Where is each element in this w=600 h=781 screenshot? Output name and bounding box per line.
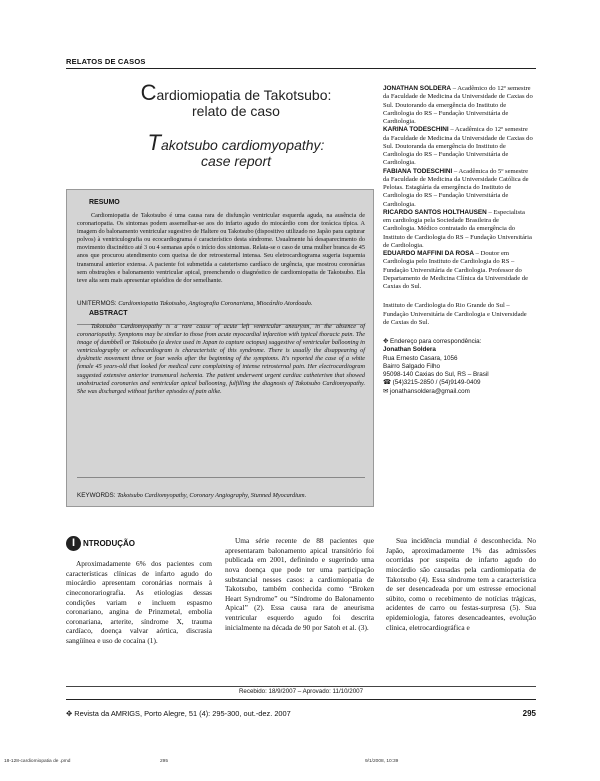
abstract-keywords-separator	[77, 477, 365, 478]
slug-filename: 18-128-cardiomiopatia de .pmd	[4, 759, 71, 764]
correspondence-city: 95098-140 Caxias do Sul, RS – Brasil	[383, 371, 489, 379]
correspondence-block	[383, 338, 533, 396]
author-name: EDUARDO MAFFINI DA ROSA	[383, 250, 475, 257]
received-rule	[66, 686, 536, 687]
title-pt-rest: ardiomiopatia de Takotsubo:	[156, 87, 332, 103]
journal-icon: ✥	[66, 709, 73, 718]
author-entry	[383, 126, 533, 167]
title-english	[96, 130, 376, 169]
correspondence-district: Bairro Salgado Filho	[383, 362, 441, 370]
intro-column-1	[66, 536, 212, 646]
intro-paragraph: Aproximadamente 6% dos pacientes com características clínicas de infarto agudo do miocárdio apresentam coronárias normais à cineconorariografia. As etiologias dessas condições variam e incluem espasmo coronariano, angina de Prinzmetal, embolia coronariana, arterite, síndrome X, trauma cardíaco, doença valvar aórtica, discrasia sangüínea e uso de cocaína (1).	[66, 559, 212, 645]
author-entry	[383, 168, 533, 209]
resumo-keywords-label: UNITERMOS:	[77, 300, 117, 307]
resumo-heading: RESUMO	[89, 199, 120, 206]
abstract-box	[66, 189, 374, 507]
footer	[66, 709, 536, 718]
abstract-heading: ABSTRACT	[89, 310, 128, 317]
intro-dropcap: I	[66, 536, 81, 551]
title-pt-initial: C	[140, 80, 157, 105]
author-name: FABIANA TODESCHINI	[383, 167, 453, 175]
author-entry	[383, 209, 533, 250]
received-dates: Recebido: 18/9/2007 – Aprovado: 11/10/2007	[238, 688, 364, 695]
intro-column-2	[225, 536, 374, 632]
intro-paragraph: Sua incidência mundial é desconhecida. No Japão, aproximadamente 1% das admissões ocorridas por suspeita de infarto agudo do miocárdio são causadas pela cardiomiopatia de Takotsubo (4). Essa síndrome tem a característica de ser desencadeada por um estresse emocional súbito, como o recebimento de notícias trágicas, acidentes de carro ou festas-surpresa (5). Sua epidemiologia, fatores desencadeantes, evolução clínica, eletrocardiográfica e	[386, 536, 536, 632]
phone-icon: ☎	[383, 379, 391, 387]
mail-icon: ✉	[383, 387, 389, 395]
abstract-keywords	[77, 492, 367, 500]
abstract-text: Takotsubo Cardiomyopathy is a rare cause of acute left ventricular aneurysm, in the absence of coronariopathy. Symptoms may be similar to those from acute myocardial infarction with typical thoracic pain. The image of dumbbell or Takotsubo (a device used in Japan to capture octopus) suggestive of ventricular ballooning in ventriculography or echocardiogram is characteristic of this syndrome. There is usually the disappearing of dyskinetic movement three or four weeks after the beginning of the symptoms. It's reported the case of a white female 45 years-old that looked for medical care complaining of intense retrosternal pain. Her electrocardiogram suggested extensive anterior transmural ischemia. The patient underwent urgent cardiac catheterism that showed unobstructed coronaries and ventricular apical ballooning, fulfilling the diagnosis of Takotsubo Cardiomyopathy. She was discharged without further episodes of pain alike.	[77, 323, 365, 395]
slug-datetime: 9/1/2008, 10:39	[365, 759, 399, 764]
resumo-text: Cardiomiopatia de Takotsubo é uma causa rara de disfunção ventricular esquerda aguda, na ausência de coronariopatia. Os sintomas podem assemelhar-se aos do infarto agudo do miocárdio com dor torácica típica. A imagem do balonamento ventricular sugestivo de Haltere ou Takotsubo (dispositivo utilizado no Japão para capturar polvos) à ventriculografia ou ecocardiograma é característico desta síndrome. Usualmente há desaparecimento do movimento discinético até 3 ou 4 semanas após o início dos sintomas. Relata-se o caso de uma mulher branca de 45 anos que procurou atendimento com queixa de dor retroesternal intensa. Seu eletrocardiograma sugeria isquemia transmural anterior extensa. A paciente foi submetida a cateterismo cardíaco de urgência, que mostrou coronárias sem obstruções e balonamento ventricular apical, preenchendo o diagnóstico de cardiomiopatia de Takotsubo. Ela teve alta sem mais apresentar episódios de dor semelhante.	[77, 212, 365, 284]
author-name: KARINA TODESCHINI	[383, 126, 449, 134]
journal-citation: Revista da AMRIGS, Porto Alegre, 51 (4): 295-300, out.-dez. 2007	[74, 709, 291, 718]
correspondence-email[interactable]: jonathansoldera@gmail.com	[390, 387, 470, 395]
section-label: RELATOS DE CASOS	[66, 57, 146, 66]
title-block	[96, 80, 376, 169]
author-description: – Especialista em cardiologia pela Sociedade Brasileira de Cardiologia. Médico contratado da emergência do Instituto de Cardiologia do RS – Fundação Universitária de Cardiologia.	[383, 208, 532, 249]
author-description: – Doutor em Cardiologia pelo Instituto de Cardiologia do RS – Fundação Universitária de Cardiologia. Professor do Departamento de Medicina Clínica da Universidade de Caxias do Sul.	[383, 250, 529, 290]
affiliation: Instituto de Cardiologia do Rio Grande do Sul – Fundação Universitária de Cardiologia e Universidade de Caxias do Sul.	[383, 302, 527, 326]
author-description: – Acadêmica do 5º semestre da Faculdade de Medicina da Universidade Católica de Pelotas. Estagiária da emergência do Instituto de Cardiologia do RS – Fundação Universitária de Cardiologia.	[383, 167, 529, 208]
resumo-keywords-value: Cardiomiopatia Takotsubo, Angiografia Coronariana, Miocárdio Atordoado.	[118, 300, 313, 307]
intro-heading	[66, 536, 212, 551]
page-number: 295	[522, 709, 536, 718]
resumo-keywords	[77, 300, 367, 308]
author-description: – Acadêmico do 12º semestre da Faculdade de Medicina da Universidade de Caxias do Sul. Doutorando da emergência do Instituto de Cardiologia do RS – Fundação Universitária de Cardiologia.	[383, 85, 533, 125]
correspondence-phone: (54)3215-2850 / (54)9149-0409	[392, 379, 481, 387]
title-pt-line2: relato de caso	[192, 103, 280, 119]
intro-heading-text: NTRODUÇÃO	[83, 538, 135, 548]
correspondence-name: Jonathan Soldera	[383, 346, 436, 354]
abstract-keywords-label: KEYWORDS:	[77, 492, 116, 499]
pointer-icon: ✥	[383, 338, 389, 345]
authors-column	[383, 85, 533, 396]
slug-page: 295	[160, 759, 169, 764]
author-entry	[383, 85, 533, 126]
author-name: JONATHAN SOLDERA	[383, 85, 452, 92]
title-en-line2: case report	[200, 153, 272, 169]
title-en-initial: T	[147, 130, 161, 155]
title-en-rest: akotsubo cardiomyopathy:	[161, 137, 325, 153]
top-rule	[66, 68, 536, 69]
author-description: – Acadêmica do 12º semestre da Faculdade de Medicina da Universidade de Caxias do Sul. Doutoranda da emergência do Instituto de Cardiologia do RS – Fundação Universitária de Cardiologia.	[383, 126, 533, 167]
footer-rule	[66, 699, 536, 700]
correspondence-street: Rua Ernesto Casara, 1056	[383, 354, 458, 362]
title-portuguese	[96, 80, 376, 119]
correspondence-label: Endereço para correspondência:	[390, 338, 482, 345]
author-name: RICARDO SANTOS HOLTHAUSEN	[383, 208, 487, 216]
intro-paragraph: Uma série recente de 88 pacientes que apresentaram balonamento apical transitório foi publicada em 2001, definindo e sugerindo uma nova doença que pode ter uma participação substancial nesses casos: a cardiomiopatia de Takotsubo, também conhecida como “Broken Heart Syndrome” ou “Síndrome do Balonamento Apical” (2). Essa causa rara de aneurisma ventricular esquerdo agudo foi descrita inicialmente na década de 90 por Satoh et al. (3).	[225, 536, 374, 632]
author-entry	[383, 250, 533, 291]
intro-column-3	[386, 536, 536, 632]
abstract-keywords-value: Takotsubo Cardiomyopathy, Coronary Angiography, Stunned Myocardium.	[117, 492, 307, 499]
